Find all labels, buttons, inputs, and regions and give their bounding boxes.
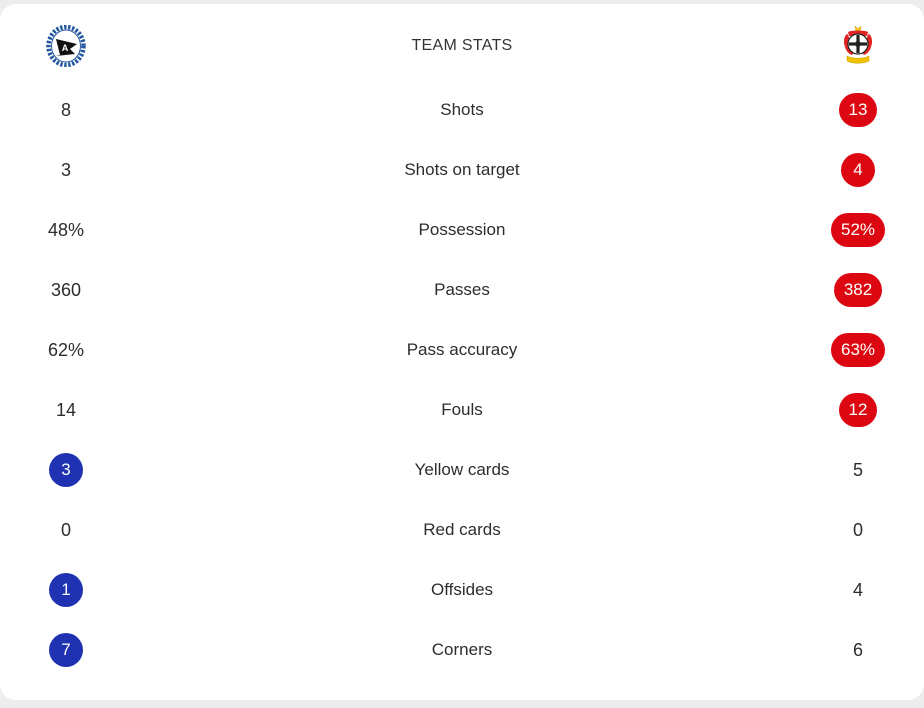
home-value-cell <box>0 453 132 487</box>
away-stat-badge: 12 <box>839 393 878 427</box>
home-stat-value: 360 <box>50 279 82 300</box>
away-value-cell <box>792 640 924 661</box>
away-value-cell <box>792 153 924 187</box>
stats-list <box>0 80 924 680</box>
stat-label: Possession <box>418 220 506 239</box>
stat-row <box>0 320 924 380</box>
stat-row <box>0 80 924 140</box>
team-stats-title: TEAM STATS <box>411 37 513 54</box>
away-value-cell <box>792 580 924 601</box>
away-stat-badge: 4 <box>841 153 875 187</box>
arminia-bielefeld-crest-icon <box>46 25 86 67</box>
home-stat-value: 48% <box>47 219 85 240</box>
away-value-cell <box>792 213 924 247</box>
stat-label: Shots on target <box>404 160 520 179</box>
stat-label: Pass accuracy <box>406 340 518 359</box>
home-value-cell <box>0 573 132 607</box>
home-stat-badge: 1 <box>49 573 83 607</box>
home-value-cell <box>0 520 132 541</box>
home-value-cell <box>0 633 132 667</box>
home-stat-badge: 7 <box>49 633 83 667</box>
stat-label: Yellow cards <box>414 460 510 479</box>
stat-label: Corners <box>431 640 493 659</box>
stat-label: Red cards <box>423 520 501 539</box>
home-stat-value: 14 <box>55 399 77 420</box>
away-stat-badge: 52% <box>831 213 885 247</box>
stat-row <box>0 260 924 320</box>
home-value-cell <box>0 220 132 241</box>
away-value-cell <box>792 460 924 481</box>
bayer-leverkusen-crest-icon <box>843 24 873 68</box>
home-value-cell <box>0 280 132 301</box>
away-value-cell <box>792 273 924 307</box>
away-value-cell <box>792 333 924 367</box>
svg-text:A: A <box>61 43 69 53</box>
stat-label: Shots <box>440 100 484 119</box>
stat-row <box>0 140 924 200</box>
stat-row <box>0 380 924 440</box>
stat-row <box>0 620 924 680</box>
stat-label: Passes <box>434 280 490 299</box>
stat-label: Fouls <box>441 400 483 419</box>
home-stat-value: 62% <box>47 339 85 360</box>
home-stat-value: 8 <box>60 99 71 120</box>
home-stat-value: 0 <box>60 519 71 540</box>
away-stat-value: 6 <box>852 639 863 660</box>
stat-row <box>0 560 924 620</box>
home-value-cell <box>0 160 132 181</box>
stat-label: Offsides <box>430 580 494 599</box>
stat-row <box>0 440 924 500</box>
home-value-cell <box>0 400 132 421</box>
away-value-cell <box>792 520 924 541</box>
team-stats-card <box>0 4 924 700</box>
away-stat-badge: 382 <box>834 273 882 307</box>
away-value-cell <box>792 93 924 127</box>
away-stat-badge: 13 <box>839 93 878 127</box>
away-team-logo-cell <box>792 24 924 68</box>
away-stat-value: 0 <box>852 519 863 540</box>
stat-row <box>0 500 924 560</box>
home-team-logo-cell <box>0 25 132 67</box>
away-stat-value: 5 <box>852 459 863 480</box>
stat-row <box>0 200 924 260</box>
away-stat-value: 4 <box>852 579 863 600</box>
home-value-cell <box>0 340 132 361</box>
home-value-cell <box>0 100 132 121</box>
away-value-cell <box>792 393 924 427</box>
away-stat-badge: 63% <box>831 333 885 367</box>
team-stats-header <box>0 20 924 72</box>
home-stat-badge: 3 <box>49 453 83 487</box>
home-stat-value: 3 <box>60 159 71 180</box>
